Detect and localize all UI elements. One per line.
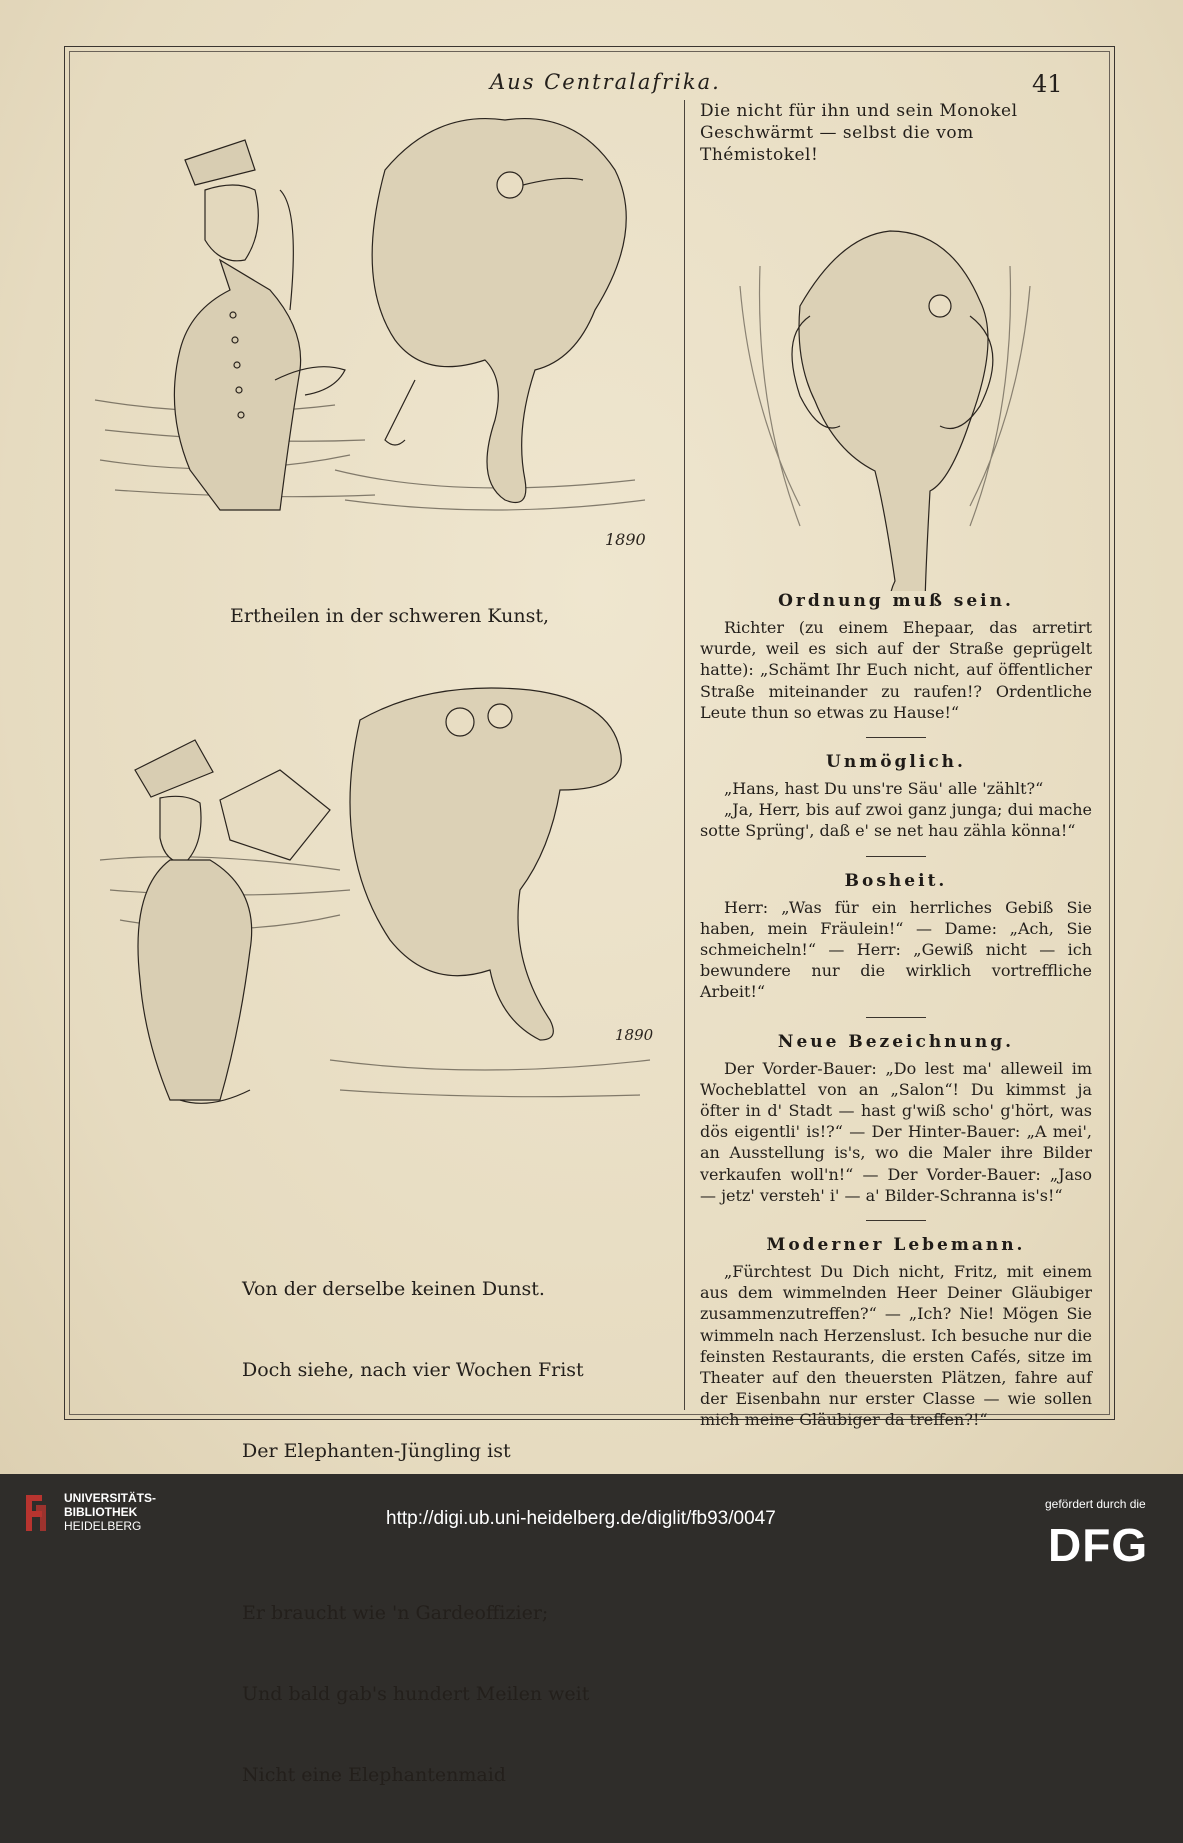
- section-title-ordnung: Ordnung muß sein.: [778, 591, 1014, 611]
- permalink-url[interactable]: http://digi.ub.uni-heidelberg.de/diglit/fb93/0047: [386, 1508, 776, 1529]
- verse-line: Und bald gab's hundert Meilen weit: [242, 1683, 590, 1705]
- verse-line: Nicht eine Elephantenmaid: [242, 1764, 506, 1786]
- section-divider: [866, 856, 926, 857]
- running-head: Aus Centralafrika.: [490, 70, 721, 94]
- intro-line: Geschwärmt — selbst die vom Thémistokel!: [700, 123, 974, 165]
- verse-line: Von der derselbe keinen Dunst.: [242, 1278, 545, 1300]
- section-title-unmoeglich: Unmöglich.: [826, 752, 966, 773]
- section-text-neue-bezeichnung: Der Vorder-Bauer: „Do lest ma' alleweil im Wocheblattel von an „Salon“! Du kimmst ja öfter in d' Stadt — hast g'wiß scho' g'hört, was dös eigentli' is!?“ — Der Hinter-Bauer: „A mei', an Ausstellung is's, wo die Maler ihre Bilder verkaufen woll'n!“ — Der Vorder-Bauer: „Jaso — jetz' versteh' i' — a' Bilder-Schranna is's!“: [700, 1058, 1092, 1205]
- illustration-officer-elephant-top: [85, 100, 675, 570]
- section-text-bosheit: Herr: „Was für ein herrliches Gebiß Sie haben, mein Fräulein!“ — Dame: „Ach, Sie schmeicheln!“ — Herr: „Gewiß nicht — ich bewundere nur die wirklich vortreffliche Arbeit!“: [700, 897, 1092, 1002]
- library-logo-icon: [22, 1493, 50, 1533]
- funded-by-label: gefördert durch die: [1045, 1497, 1146, 1511]
- library-line-1: UNIVERSITÄTS-: [64, 1491, 157, 1505]
- section-divider: [866, 1220, 926, 1221]
- section-title-moderner-lebemann: Moderner Lebemann.: [766, 1235, 1026, 1256]
- caption-left-1: Ertheilen in der schweren Kunst,: [230, 605, 550, 627]
- section-text-ordnung: Richter (zu einem Ehepaar, das arretirt wurde, weil es sich auf der Straße geprügelt hatte): „Schämt Ihr Euch nicht, auf öffentlicher Straße miteinander zu raufen!? Ordentliche Leute thun so etwas zu Hause!“: [700, 618, 1092, 722]
- column-divider: [684, 100, 685, 1410]
- page-number: 41: [1032, 70, 1063, 98]
- verse-line: Der Elephanten-Jüngling ist: [242, 1440, 511, 1462]
- section-text-moderner-lebemann: „Fürchtest Du Dich nicht, Fritz, mit einem aus dem wimmelnden Heer Deiner Gläubiger zusammenzutreffen?“ — „Ich? Nie! Mögen Sie wimmeln nach Herzenslust. Ich besuche nur die feinsten Restaurants, die ersten Cafés, sitze im Theater auf den theuersten Plätzen, fahre auf der Eisenbahn nur erster Classe — wie sollen mich meine Gläubiger da treffen?!“: [700, 1262, 1092, 1430]
- library-line-2: BIBLIOTHEK: [64, 1505, 138, 1519]
- section-divider: [866, 737, 926, 738]
- signature-top: 1890: [605, 530, 646, 549]
- verse-line: Doch siehe, nach vier Wochen Frist: [242, 1359, 584, 1381]
- section-title-neue-bezeichnung: Neue Bezeichnung.: [777, 1031, 1015, 1052]
- section-text-unmoeglich-1: „Hans, hast Du uns're Säu' alle 'zählt?“: [724, 779, 1044, 799]
- library-name[interactable]: [64, 1491, 156, 1533]
- dfg-logo[interactable]: DFG: [1048, 1519, 1149, 1571]
- signature-bottom: 1890: [615, 1026, 654, 1044]
- section-title-bosheit: Bosheit.: [844, 870, 948, 891]
- illustration-elephant-front: [700, 166, 1092, 591]
- intro-line: Die nicht für ihn und sein Monokel: [700, 101, 1018, 121]
- section-divider: [866, 1017, 926, 1018]
- right-column: [700, 100, 1092, 1431]
- verse-line: Er braucht wie 'n Gardeoffizier;: [242, 1602, 549, 1624]
- section-text-unmoeglich-2: „Ja, Herr, bis auf zwoi ganz junga; dui mache sotte Sprüng', daß e' se net hau zähla könna!“: [700, 800, 1092, 841]
- intro-verse: [700, 100, 1092, 166]
- illustration-officer-elephant-bottom: [90, 680, 670, 1150]
- library-line-3: HEIDELBERG: [64, 1519, 142, 1533]
